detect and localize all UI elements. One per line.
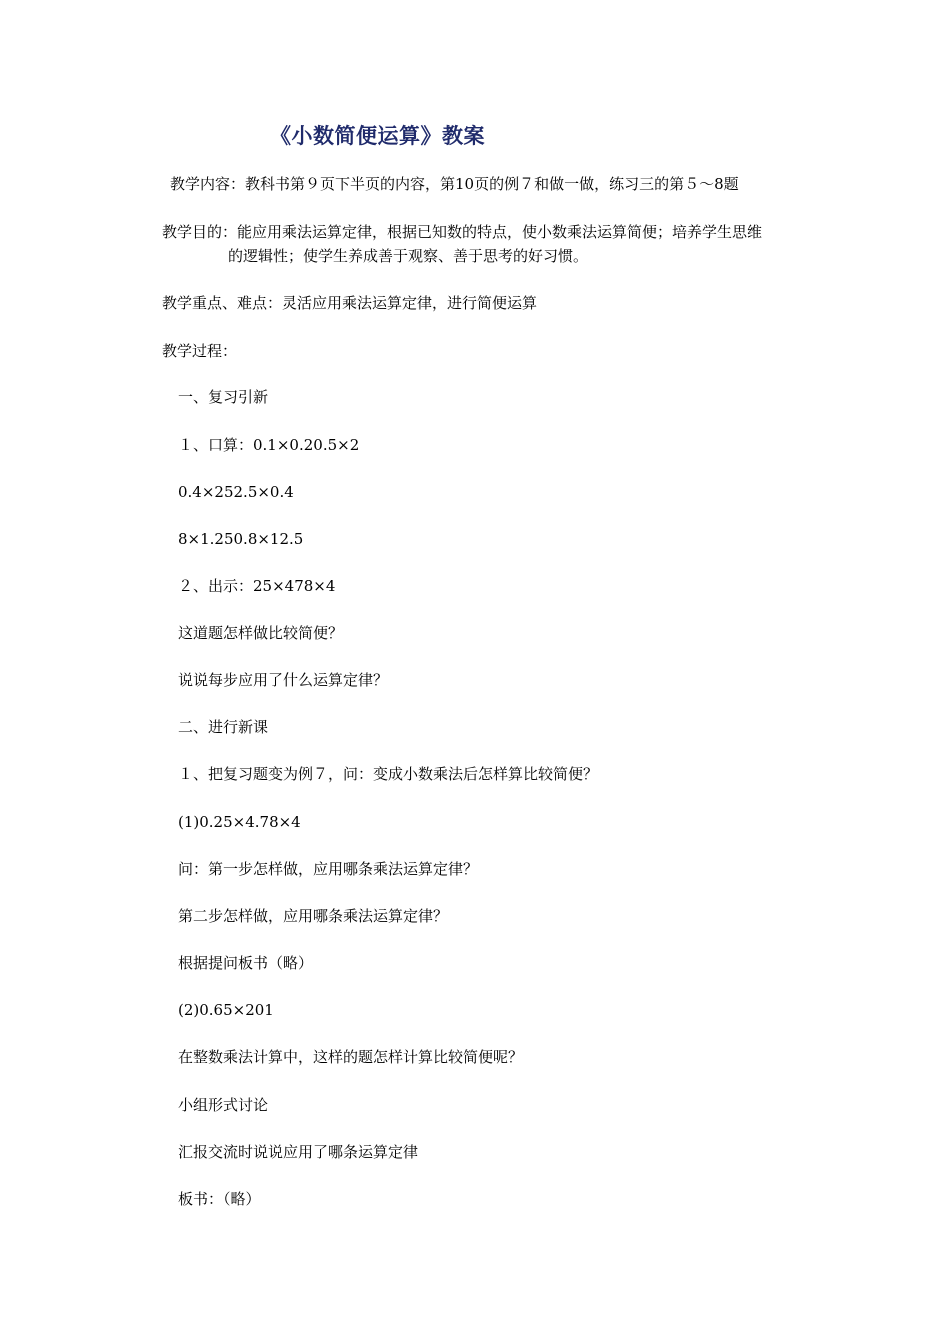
list-item: １、口算：0.1×0.20.5×2	[178, 436, 360, 454]
list-item: 0.4×252.5×0.4	[178, 483, 294, 501]
section-review: 一、复习引新	[178, 388, 269, 406]
list-item: (1)0.25×4.78×4	[178, 813, 301, 831]
teaching-goal-line2: 的逻辑性；使学生养成善于观察、善于思考的好习惯。	[228, 247, 589, 265]
teaching-content: 教学内容：教科书第９页下半页的内容，第10页的例７和做一做，练习三的第５～8题	[170, 175, 739, 193]
teaching-goal-line1: 教学目的：能应用乘法运算定律，根据已知数的特点，使小数乘法运算简便；培养学生思维	[162, 223, 763, 241]
list-item: 说说每步应用了什么运算定律？	[178, 671, 389, 689]
teaching-process-heading: 教学过程：	[162, 342, 238, 360]
list-item: 第二步怎样做，应用哪条乘法运算定律？	[178, 907, 449, 925]
section-new-lesson: 二、进行新课	[178, 718, 269, 736]
list-item: 汇报交流时说说应用了哪条运算定律	[178, 1143, 419, 1161]
list-item: 小组形式讨论	[178, 1096, 269, 1114]
document-title: 《小数简便运算》教案	[270, 124, 485, 148]
list-item: 板书：（略）	[178, 1190, 261, 1208]
list-item: ２、出示：25×478×4	[178, 577, 336, 595]
teaching-focus: 教学重点、难点：灵活应用乘法运算定律，进行简便运算	[162, 294, 538, 312]
list-item: １、把复习题变为例７，问：变成小数乘法后怎样算比较简便？	[178, 765, 599, 783]
list-item: 8×1.250.8×12.5	[178, 530, 304, 548]
list-item: 这道题怎样做比较简便？	[178, 624, 344, 642]
list-item: 在整数乘法计算中，这样的题怎样计算比较简便呢？	[178, 1048, 524, 1066]
list-item: 根据提问板书（略）	[178, 954, 314, 972]
list-item: (2)0.65×201	[178, 1001, 274, 1019]
list-item: 问：第一步怎样做，应用哪条乘法运算定律？	[178, 860, 479, 878]
